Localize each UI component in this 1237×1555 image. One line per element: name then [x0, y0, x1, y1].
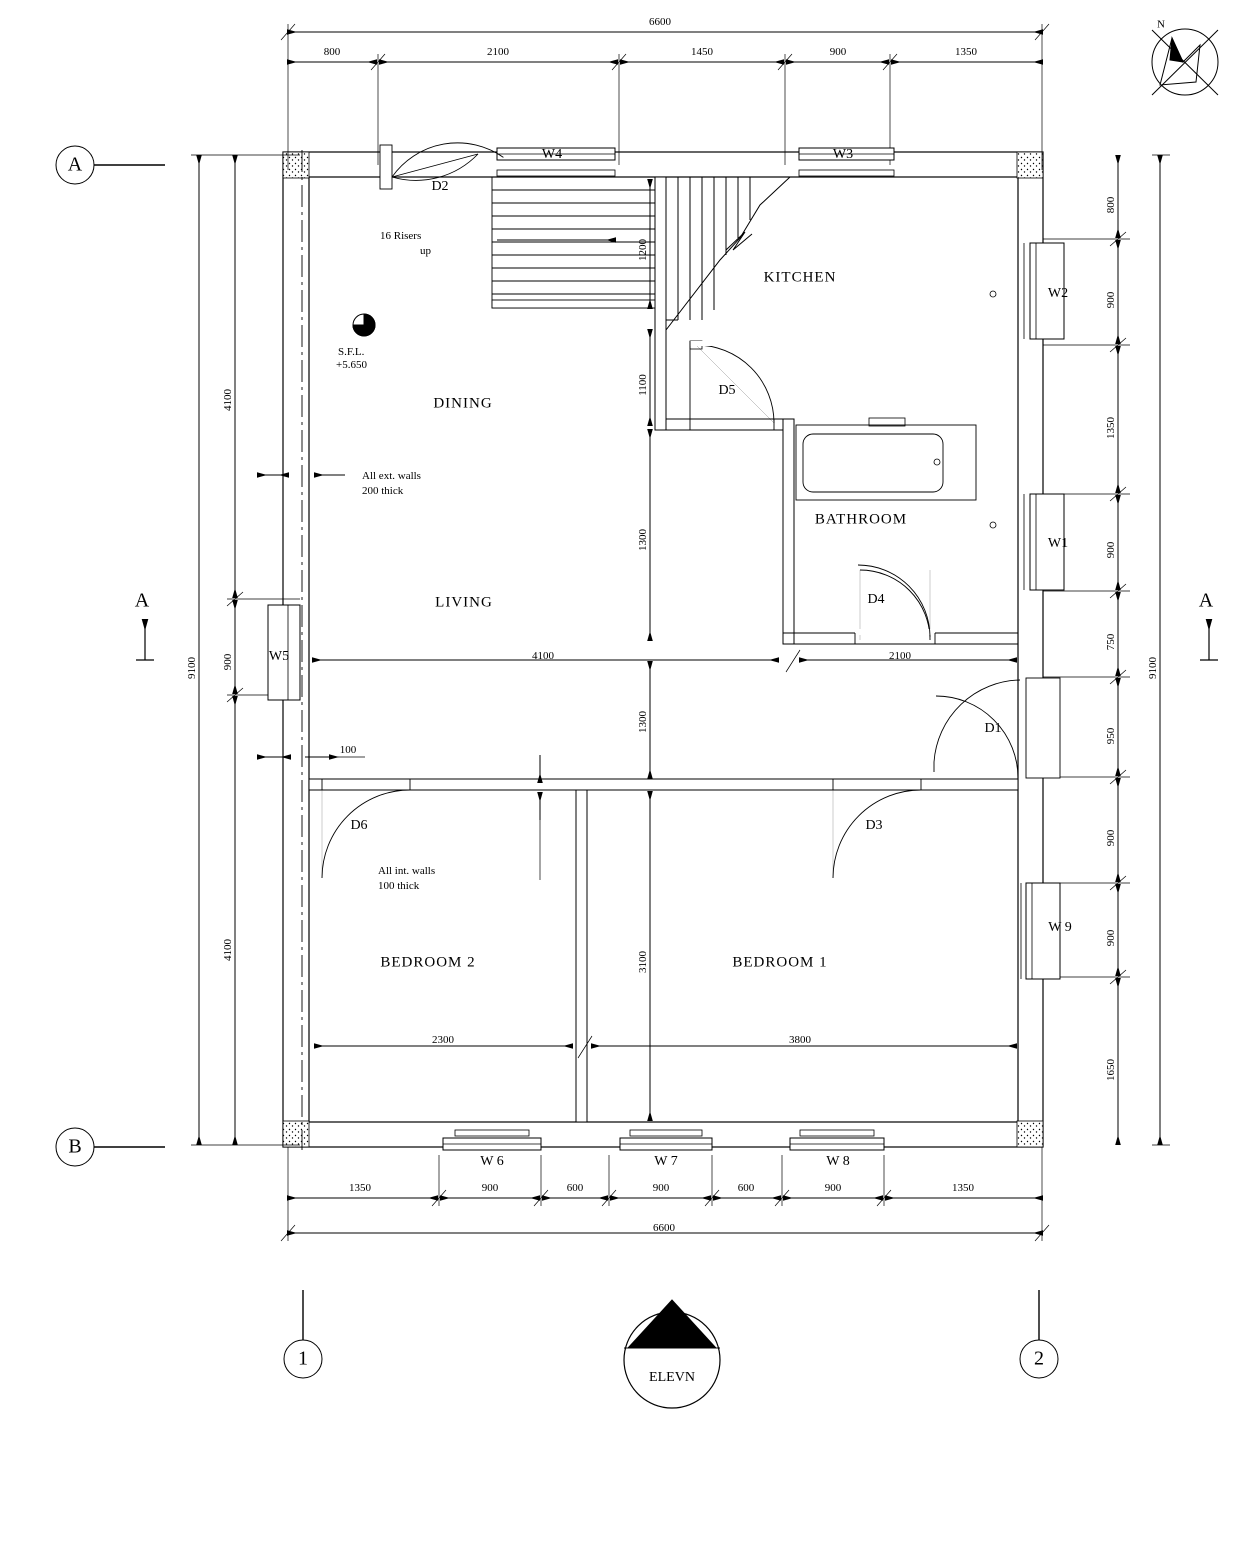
dim-internal-1200: 1200 — [637, 239, 649, 261]
dim-right-6: 950 — [1105, 727, 1117, 745]
dim-right-9: 1650 — [1105, 1059, 1117, 1081]
section-mark-right: A — [1198, 589, 1214, 612]
window-tag-w1: W1 — [1047, 536, 1069, 551]
stair-note-line1: 16 Risers — [380, 230, 422, 242]
stair-note-line2: up — [420, 245, 431, 257]
dim-top-5: 1350 — [955, 46, 977, 58]
dim-right-4: 900 — [1105, 541, 1117, 559]
door-tag-d3: D3 — [865, 818, 883, 833]
dim-internal-2300: 2300 — [432, 1034, 454, 1046]
dim-left-1: 4100 — [222, 389, 234, 411]
dim-top-1: 800 — [323, 46, 341, 58]
door-tag-d6: D6 — [350, 818, 368, 833]
room-label-kitchen: KITCHEN — [763, 269, 837, 286]
grid-bubble-a: A — [67, 153, 83, 176]
grid-bubble-1: 1 — [298, 1347, 308, 1370]
dim-internal-1300a: 1300 — [637, 529, 649, 551]
ext-wall-note-line2: 200 thick — [362, 485, 404, 497]
window-tag-w2: W2 — [1047, 286, 1069, 301]
dim-right-5: 750 — [1105, 633, 1117, 651]
dim-left-overall: 9100 — [186, 657, 198, 679]
dim-top-3: 1450 — [691, 46, 713, 58]
dim-right-8: 900 — [1105, 929, 1117, 947]
dim-bottom-2: 900 — [481, 1182, 499, 1194]
dim-bottom-7: 1350 — [952, 1182, 974, 1194]
dim-internal-100: 100 — [339, 744, 357, 756]
room-label-bathroom: BATHROOM — [814, 511, 908, 528]
dim-internal-3100: 3100 — [637, 951, 649, 973]
int-wall-note-line1: All int. walls — [378, 865, 436, 877]
dim-left-3: 4100 — [222, 939, 234, 961]
elevation-marker-label: ELEVN — [649, 1370, 695, 1385]
dim-internal-1300b: 1300 — [637, 711, 649, 733]
dim-internal-4100: 4100 — [532, 650, 554, 662]
room-label-dining: DINING — [433, 395, 493, 412]
room-label-bedroom-1: BEDROOM 1 — [732, 954, 828, 971]
dim-bottom-3: 600 — [566, 1182, 584, 1194]
dim-bottom-1: 1350 — [349, 1182, 371, 1194]
window-tag-w3: W3 — [832, 147, 854, 162]
dim-bottom-6: 900 — [824, 1182, 842, 1194]
grid-bubble-b: B — [68, 1135, 82, 1158]
dim-right-2: 900 — [1105, 291, 1117, 309]
north-arrow-label: N — [1157, 18, 1165, 31]
window-tag-w9: W 9 — [1048, 920, 1072, 935]
window-tag-w4: W4 — [541, 147, 563, 162]
dim-right-7: 900 — [1105, 829, 1117, 847]
dim-bottom-overall: 6600 — [653, 1222, 675, 1234]
window-tag-w6: W 6 — [480, 1154, 504, 1169]
dim-top-overall: 6600 — [649, 16, 671, 28]
door-tag-d2: D2 — [431, 179, 449, 194]
room-label-living: LIVING — [435, 594, 493, 611]
dim-top-4: 900 — [829, 46, 847, 58]
door-tag-d5: D5 — [718, 383, 736, 398]
sfl-note-line2: +5.650 — [336, 359, 367, 371]
door-tag-d1: D1 — [984, 721, 1002, 736]
dim-internal-1100: 1100 — [637, 374, 649, 396]
dim-right-overall: 9100 — [1147, 657, 1159, 679]
sfl-note-line1: S.F.L. — [338, 346, 365, 358]
section-mark-left: A — [134, 589, 150, 612]
window-tag-w8: W 8 — [826, 1154, 850, 1169]
dim-bottom-4: 900 — [652, 1182, 670, 1194]
dim-bottom-5: 600 — [737, 1182, 755, 1194]
window-tag-w7: W 7 — [654, 1154, 678, 1169]
dim-right-1: 800 — [1105, 196, 1117, 214]
int-wall-note-line2: 100 thick — [378, 880, 420, 892]
dim-left-2: 900 — [222, 653, 234, 671]
dim-internal-2100: 2100 — [889, 650, 911, 662]
ext-wall-note-line1: All ext. walls — [362, 470, 421, 482]
room-label-bedroom-2: BEDROOM 2 — [380, 954, 476, 971]
window-tag-w5: W5 — [268, 649, 290, 664]
door-tag-d4: D4 — [867, 592, 885, 607]
dim-right-3: 1350 — [1105, 417, 1117, 439]
dim-internal-3800: 3800 — [789, 1034, 811, 1046]
grid-bubble-2: 2 — [1034, 1347, 1044, 1370]
dim-top-2: 2100 — [487, 46, 509, 58]
